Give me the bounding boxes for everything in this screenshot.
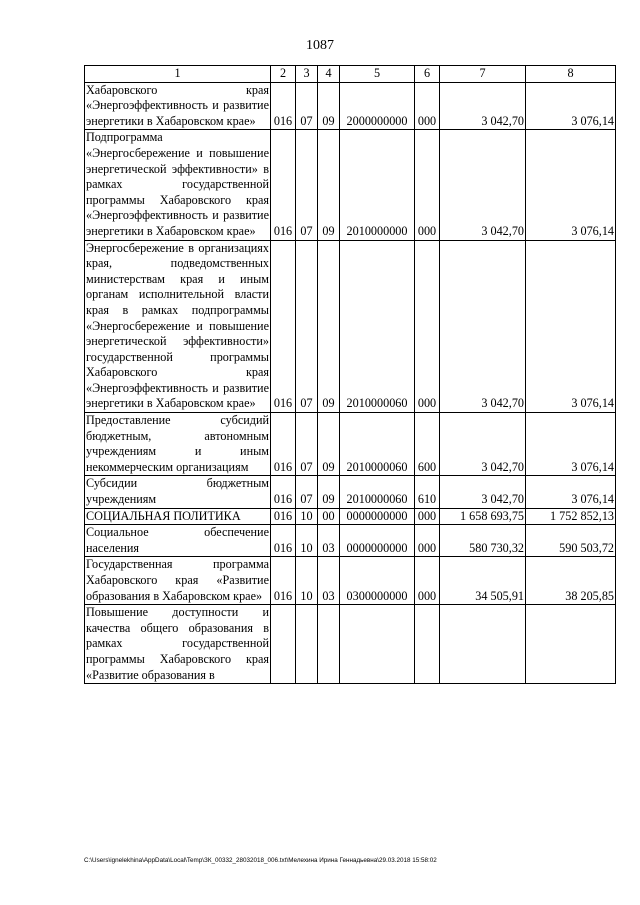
cell-amount-1: 3 042,70	[440, 476, 526, 508]
cell-expense-type: 600	[415, 413, 440, 476]
cell-subsection	[318, 605, 340, 684]
cell-section: 07	[296, 240, 318, 413]
cell-amount-1: 580 730,32	[440, 525, 526, 557]
table-row	[85, 525, 616, 557]
cell-amount-2: 3 076,14	[526, 82, 616, 130]
cell-subsection: 00	[318, 508, 340, 525]
cell-subsection: 09	[318, 413, 340, 476]
row-name: Повышение доступности и качества общего образования в рамках государственной программы Хабаровского края «Развитие образования в	[85, 605, 271, 684]
col-header: 7	[440, 66, 526, 83]
cell-subsection: 03	[318, 525, 340, 557]
row-name: Подпрограмма «Энергосбережение и повышение энергетической эффективности» в рамках государственной программы Хабаровского края «Энергоэффективность и развитие энергетики в Хабаровском крае»	[85, 130, 271, 240]
budget-table	[84, 65, 616, 684]
table-row	[85, 413, 616, 476]
cell-amount-2: 3 076,14	[526, 476, 616, 508]
cell-amount-2: 1 752 852,13	[526, 508, 616, 525]
cell-target-code: 0000000000	[340, 508, 415, 525]
cell-target-code: 2010000060	[340, 240, 415, 413]
cell-amount-2	[526, 605, 616, 684]
cell-ministry: 016	[271, 557, 296, 605]
cell-ministry: 016	[271, 413, 296, 476]
cell-ministry: 016	[271, 240, 296, 413]
cell-expense-type	[415, 605, 440, 684]
row-name: СОЦИАЛЬНАЯ ПОЛИТИКА	[85, 508, 271, 525]
page-number: 1087	[306, 38, 334, 53]
table-row	[85, 82, 616, 130]
col-header: 6	[415, 66, 440, 83]
cell-ministry: 016	[271, 130, 296, 240]
cell-expense-type: 610	[415, 476, 440, 508]
cell-ministry: 016	[271, 82, 296, 130]
cell-subsection: 09	[318, 476, 340, 508]
cell-target-code: 2010000060	[340, 413, 415, 476]
table-header-row	[85, 66, 616, 83]
cell-section: 07	[296, 476, 318, 508]
cell-amount-1: 3 042,70	[440, 130, 526, 240]
col-header: 3	[296, 66, 318, 83]
cell-expense-type: 000	[415, 557, 440, 605]
cell-target-code: 2010000060	[340, 476, 415, 508]
cell-section: 10	[296, 525, 318, 557]
row-name: Социальное обеспечение населения	[85, 525, 271, 557]
cell-section: 07	[296, 82, 318, 130]
cell-amount-2: 590 503,72	[526, 525, 616, 557]
cell-section: 10	[296, 508, 318, 525]
table-row	[85, 508, 616, 525]
col-header: 5	[340, 66, 415, 83]
cell-amount-1: 3 042,70	[440, 82, 526, 130]
table-row	[85, 605, 616, 684]
cell-expense-type: 000	[415, 525, 440, 557]
cell-section: 07	[296, 130, 318, 240]
cell-section: 07	[296, 413, 318, 476]
cell-expense-type: 000	[415, 240, 440, 413]
row-name: Энергосбережение в организациях края, подведомственных министерствам края и иным органам исполнительной власти края в рамках подпрограммы «Энергосбережение и повышение энергетической эффективности» государственной программы Хабаровского края «Энергоэффективность и развитие энергетики в Хабаровском крае»	[85, 240, 271, 413]
cell-amount-2: 38 205,85	[526, 557, 616, 605]
cell-amount-2: 3 076,14	[526, 130, 616, 240]
cell-section: 10	[296, 557, 318, 605]
cell-ministry	[271, 605, 296, 684]
table-row	[85, 130, 616, 240]
cell-ministry: 016	[271, 525, 296, 557]
col-header: 8	[526, 66, 616, 83]
file-path-footer: C:\Users\ignelekhina\AppData\Local\Temp\ЗК_00332_28032018_006.txt\Мелехина Ирина Геннадьевна\29.03.2018 15:58:02	[84, 857, 437, 864]
cell-ministry: 016	[271, 476, 296, 508]
cell-amount-1: 3 042,70	[440, 413, 526, 476]
cell-amount-1	[440, 605, 526, 684]
cell-amount-1: 34 505,91	[440, 557, 526, 605]
cell-target-code: 0000000000	[340, 525, 415, 557]
cell-target-code: 2010000000	[340, 130, 415, 240]
table-row	[85, 240, 616, 413]
cell-expense-type: 000	[415, 508, 440, 525]
col-header: 2	[271, 66, 296, 83]
col-header: 4	[318, 66, 340, 83]
cell-expense-type: 000	[415, 82, 440, 130]
row-name: Хабаровского края «Энергоэффективность и развитие энергетики в Хабаровском крае»	[85, 82, 271, 130]
cell-amount-2: 3 076,14	[526, 240, 616, 413]
cell-amount-2: 3 076,14	[526, 413, 616, 476]
cell-expense-type: 000	[415, 130, 440, 240]
row-name: Субсидии бюджетным учреждениям	[85, 476, 271, 508]
cell-section	[296, 605, 318, 684]
row-name: Предоставление субсидий бюджетным, автономным учреждениям и иным некоммерческим организациям	[85, 413, 271, 476]
cell-subsection: 09	[318, 240, 340, 413]
cell-target-code: 0300000000	[340, 557, 415, 605]
cell-amount-1: 1 658 693,75	[440, 508, 526, 525]
table-row	[85, 557, 616, 605]
cell-target-code: 2000000000	[340, 82, 415, 130]
cell-subsection: 09	[318, 130, 340, 240]
table-row	[85, 476, 616, 508]
cell-subsection: 03	[318, 557, 340, 605]
col-header: 1	[85, 66, 271, 83]
cell-subsection: 09	[318, 82, 340, 130]
row-name: Государственная программа Хабаровского края «Развитие образования в Хабаровском крае»	[85, 557, 271, 605]
cell-target-code	[340, 605, 415, 684]
cell-ministry: 016	[271, 508, 296, 525]
cell-amount-1: 3 042,70	[440, 240, 526, 413]
